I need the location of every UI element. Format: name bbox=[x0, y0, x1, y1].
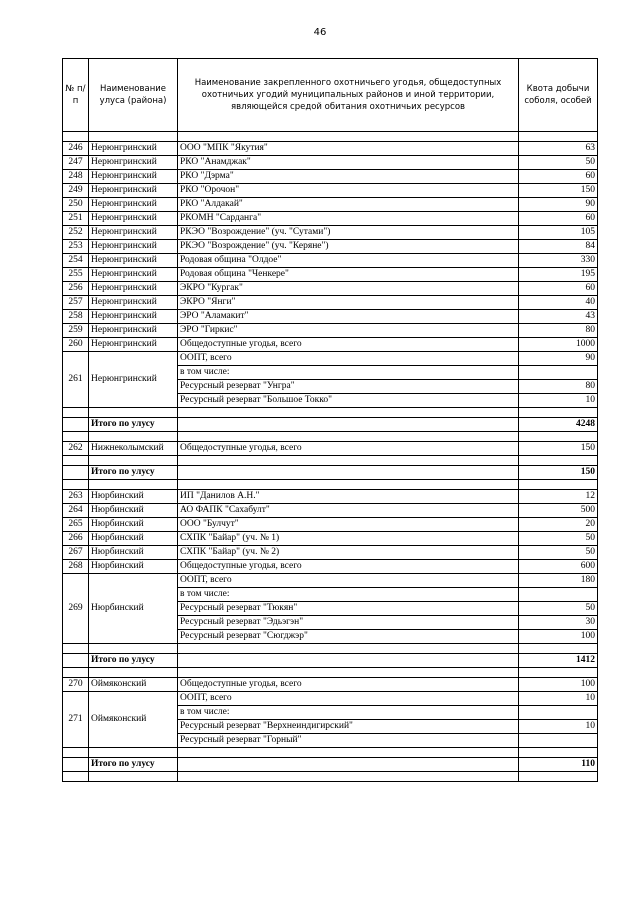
header-area: Наименование закрепленного охотничьего угодья, общедоступных охотничьих угодий муниципальных районов и иной территории, являющейся средой обитания охотничьих ресурсов bbox=[178, 59, 519, 132]
group-nyurbinsky bbox=[63, 490, 598, 574]
area-name: Родовая община "Ченкере" bbox=[178, 268, 519, 282]
area-name: Общедоступные угодья, всего bbox=[178, 560, 519, 574]
area-name: РКЭО "Возрождение" (уч. "Сутами") bbox=[178, 226, 519, 240]
quota-value: 43 bbox=[519, 310, 598, 324]
quota-value: 60 bbox=[519, 212, 598, 226]
group-nizhnekolymsky bbox=[63, 442, 598, 456]
ulus-name: Нюрбинский bbox=[89, 532, 178, 546]
ulus-name: Нерюнгринский bbox=[89, 338, 178, 352]
group-oymyakonsky-oopt bbox=[63, 692, 598, 782]
area-name: ЭРО "Гиркис" bbox=[178, 324, 519, 338]
table-row bbox=[63, 282, 598, 296]
table-row bbox=[63, 184, 598, 198]
spacer-row bbox=[63, 748, 598, 758]
quota-value: 84 bbox=[519, 240, 598, 254]
reserve-quota: 50 bbox=[519, 602, 598, 616]
area-name: СХПК "Байар" (уч. № 1) bbox=[178, 532, 519, 546]
table-row bbox=[63, 678, 598, 692]
total-label: Итого по улусу bbox=[89, 758, 178, 772]
ulus-name: Нерюнгринский bbox=[89, 184, 178, 198]
row-number: 248 bbox=[63, 170, 89, 184]
quota-value: 150 bbox=[519, 184, 598, 198]
reserve-name: Ресурсный резерват "Горный" bbox=[178, 734, 519, 748]
group-neryungrinsky-oopt bbox=[63, 352, 598, 442]
group-nizhnekolymsky-total bbox=[63, 456, 598, 490]
table-row bbox=[63, 546, 598, 560]
group-neryungrinsky bbox=[63, 142, 598, 352]
table-row bbox=[63, 226, 598, 240]
quota-value: 20 bbox=[519, 518, 598, 532]
row-number: 252 bbox=[63, 226, 89, 240]
total-row bbox=[63, 654, 598, 668]
total-label: Итого по улусу bbox=[89, 418, 178, 432]
quota-value: 80 bbox=[519, 324, 598, 338]
reserve-name: Ресурсный резерват "Сюгджэр" bbox=[178, 630, 519, 644]
oopt-quota: 90 bbox=[519, 352, 598, 366]
ulus-name: Нерюнгринский bbox=[89, 352, 178, 408]
total-quota: 4248 bbox=[519, 418, 598, 432]
group-nyurbinsky-oopt bbox=[63, 574, 598, 678]
ulus-name: Нерюнгринский bbox=[89, 324, 178, 338]
oopt-label: ООПТ, всего bbox=[178, 574, 519, 588]
spacer-row bbox=[63, 772, 598, 782]
reserve-quota: 30 bbox=[519, 616, 598, 630]
ulus-name: Нюрбинский bbox=[89, 560, 178, 574]
row-number: 255 bbox=[63, 268, 89, 282]
quota-value: 12 bbox=[519, 490, 598, 504]
table-row bbox=[63, 212, 598, 226]
quota-value: 600 bbox=[519, 560, 598, 574]
ulus-name: Оймяконский bbox=[89, 692, 178, 748]
table-row bbox=[63, 198, 598, 212]
empty-quota bbox=[519, 588, 598, 602]
ulus-name: Нерюнгринский bbox=[89, 156, 178, 170]
quota-table bbox=[62, 58, 598, 782]
area-name: РКО "Дэрма" bbox=[178, 170, 519, 184]
page-number: 46 bbox=[313, 27, 327, 38]
table-row bbox=[63, 268, 598, 282]
row-number: 247 bbox=[63, 156, 89, 170]
reserve-quota: 80 bbox=[519, 380, 598, 394]
area-name: Общедоступные угодья, всего bbox=[178, 678, 519, 692]
ulus-name: Нерюнгринский bbox=[89, 296, 178, 310]
quota-value: 195 bbox=[519, 268, 598, 282]
reserve-name: Ресурсный резерват "Тюкян" bbox=[178, 602, 519, 616]
including-label: в том числе: bbox=[178, 588, 519, 602]
spacer-row bbox=[63, 432, 598, 442]
area-name: ЭРО "Аламакит" bbox=[178, 310, 519, 324]
table-row bbox=[63, 310, 598, 324]
row-number: 262 bbox=[63, 442, 89, 456]
header-ulus: Наименование улуса (района) bbox=[89, 59, 178, 132]
spacer-row bbox=[63, 408, 598, 418]
reserve-quota: 10 bbox=[519, 394, 598, 408]
area-name: РКОМН "Сарданга" bbox=[178, 212, 519, 226]
row-number: 267 bbox=[63, 546, 89, 560]
total-row bbox=[63, 418, 598, 432]
total-quota: 150 bbox=[519, 466, 598, 480]
table-row bbox=[63, 504, 598, 518]
ulus-name: Нерюнгринский bbox=[89, 142, 178, 156]
quota-value: 60 bbox=[519, 170, 598, 184]
row-number: 249 bbox=[63, 184, 89, 198]
area-name: Общедоступные угодья, всего bbox=[178, 338, 519, 352]
row-number: 270 bbox=[63, 678, 89, 692]
spacer-row bbox=[63, 456, 598, 466]
table-row bbox=[63, 240, 598, 254]
ulus-name: Нюрбинский bbox=[89, 518, 178, 532]
reserve-name: Ресурсный резерват "Верхнеиндигирский" bbox=[178, 720, 519, 734]
ulus-name: Нюрбинский bbox=[89, 504, 178, 518]
reserve-name: Ресурсный резерват "Большое Токко" bbox=[178, 394, 519, 408]
ulus-name: Нюрбинский bbox=[89, 546, 178, 560]
quota-value: 150 bbox=[519, 442, 598, 456]
row-number: 271 bbox=[63, 692, 89, 748]
row-number: 258 bbox=[63, 310, 89, 324]
row-number: 254 bbox=[63, 254, 89, 268]
empty-quota bbox=[519, 366, 598, 380]
row-number: 253 bbox=[63, 240, 89, 254]
table-row bbox=[63, 156, 598, 170]
total-quota: 1412 bbox=[519, 654, 598, 668]
ulus-name: Нюрбинский bbox=[89, 490, 178, 504]
total-quota: 110 bbox=[519, 758, 598, 772]
area-name: РКО "Орочон" bbox=[178, 184, 519, 198]
empty-cell bbox=[63, 418, 89, 432]
table-row bbox=[63, 338, 598, 352]
row-number: 246 bbox=[63, 142, 89, 156]
oopt-row bbox=[63, 352, 598, 366]
row-number: 264 bbox=[63, 504, 89, 518]
quota-value: 1000 bbox=[519, 338, 598, 352]
table-row bbox=[63, 518, 598, 532]
quota-value: 500 bbox=[519, 504, 598, 518]
quota-value: 105 bbox=[519, 226, 598, 240]
empty-cell bbox=[63, 654, 89, 668]
ulus-name: Нерюнгринский bbox=[89, 212, 178, 226]
row-number: 251 bbox=[63, 212, 89, 226]
oopt-row bbox=[63, 574, 598, 588]
ulus-name: Нерюнгринский bbox=[89, 226, 178, 240]
table-row bbox=[63, 442, 598, 456]
row-number: 260 bbox=[63, 338, 89, 352]
quota-value: 50 bbox=[519, 546, 598, 560]
spacer-row bbox=[63, 132, 598, 142]
table-row bbox=[63, 142, 598, 156]
ulus-name: Оймяконский bbox=[89, 678, 178, 692]
area-name: АО ФАПК "Сахабулт" bbox=[178, 504, 519, 518]
row-number: 250 bbox=[63, 198, 89, 212]
total-label: Итого по улусу bbox=[89, 466, 178, 480]
header-quota: Квота добычи соболя, особей bbox=[519, 59, 598, 132]
ulus-name: Нерюнгринский bbox=[89, 268, 178, 282]
row-number: 265 bbox=[63, 518, 89, 532]
area-name: СХПК "Байар" (уч. № 2) bbox=[178, 546, 519, 560]
quota-value: 330 bbox=[519, 254, 598, 268]
row-number: 257 bbox=[63, 296, 89, 310]
area-name: ООО "Булчут" bbox=[178, 518, 519, 532]
area-name: РКЭО "Возрождение" (уч. "Керяне") bbox=[178, 240, 519, 254]
quota-value: 40 bbox=[519, 296, 598, 310]
empty-cell bbox=[178, 418, 519, 432]
empty-cell bbox=[63, 758, 89, 772]
oopt-label: ООПТ, всего bbox=[178, 352, 519, 366]
quota-value: 50 bbox=[519, 532, 598, 546]
ulus-name: Нерюнгринский bbox=[89, 198, 178, 212]
area-name: ООО "МПК "Якутия" bbox=[178, 142, 519, 156]
reserve-quota: 100 bbox=[519, 630, 598, 644]
header-row bbox=[63, 59, 598, 132]
oopt-quota: 180 bbox=[519, 574, 598, 588]
table-row bbox=[63, 532, 598, 546]
quota-value: 100 bbox=[519, 678, 598, 692]
ulus-name: Нижнеколымский bbox=[89, 442, 178, 456]
oopt-label: ООПТ, всего bbox=[178, 692, 519, 706]
row-number: 261 bbox=[63, 352, 89, 408]
ulus-name: Нерюнгринский bbox=[89, 282, 178, 296]
area-name: ЭКРО "Янги" bbox=[178, 296, 519, 310]
table-row bbox=[63, 324, 598, 338]
area-name: ЭКРО "Кургак" bbox=[178, 282, 519, 296]
spacer-row bbox=[63, 480, 598, 490]
including-label: в том числе: bbox=[178, 706, 519, 720]
group-oymyakonsky bbox=[63, 678, 598, 692]
area-name: Родовая община "Олдое" bbox=[178, 254, 519, 268]
empty-cell bbox=[178, 758, 519, 772]
quota-value: 90 bbox=[519, 198, 598, 212]
row-number: 269 bbox=[63, 574, 89, 644]
quota-value: 60 bbox=[519, 282, 598, 296]
reserve-name: Ресурсный резерват "Унгра" bbox=[178, 380, 519, 394]
row-number: 259 bbox=[63, 324, 89, 338]
total-row bbox=[63, 466, 598, 480]
empty-cell bbox=[63, 466, 89, 480]
header-num: № п/п bbox=[63, 59, 89, 132]
empty-cell bbox=[178, 466, 519, 480]
total-row bbox=[63, 758, 598, 772]
table-row bbox=[63, 296, 598, 310]
area-name: РКО "Анамджак" bbox=[178, 156, 519, 170]
table-row bbox=[63, 254, 598, 268]
area-name: РКО "Алдакай" bbox=[178, 198, 519, 212]
empty-quota bbox=[519, 706, 598, 720]
quota-value: 50 bbox=[519, 156, 598, 170]
quota-value: 63 bbox=[519, 142, 598, 156]
area-name: ИП "Данилов А.Н." bbox=[178, 490, 519, 504]
row-number: 263 bbox=[63, 490, 89, 504]
table-row bbox=[63, 170, 598, 184]
ulus-name: Нерюнгринский bbox=[89, 240, 178, 254]
ulus-name: Нюрбинский bbox=[89, 574, 178, 644]
table-row bbox=[63, 490, 598, 504]
total-label: Итого по улусу bbox=[89, 654, 178, 668]
including-label: в том числе: bbox=[178, 366, 519, 380]
spacer-row bbox=[63, 644, 598, 654]
row-number: 266 bbox=[63, 532, 89, 546]
reserve-name: Ресурсный резерват "Эдьэгэн" bbox=[178, 616, 519, 630]
reserve-quota bbox=[519, 734, 598, 748]
table-row bbox=[63, 560, 598, 574]
oopt-quota: 10 bbox=[519, 692, 598, 706]
oopt-row bbox=[63, 692, 598, 706]
ulus-name: Нерюнгринский bbox=[89, 310, 178, 324]
ulus-name: Нерюнгринский bbox=[89, 254, 178, 268]
reserve-quota: 10 bbox=[519, 720, 598, 734]
ulus-name: Нерюнгринский bbox=[89, 170, 178, 184]
empty-cell bbox=[178, 654, 519, 668]
row-number: 256 bbox=[63, 282, 89, 296]
row-number: 268 bbox=[63, 560, 89, 574]
spacer-row bbox=[63, 668, 598, 678]
area-name: Общедоступные угодья, всего bbox=[178, 442, 519, 456]
